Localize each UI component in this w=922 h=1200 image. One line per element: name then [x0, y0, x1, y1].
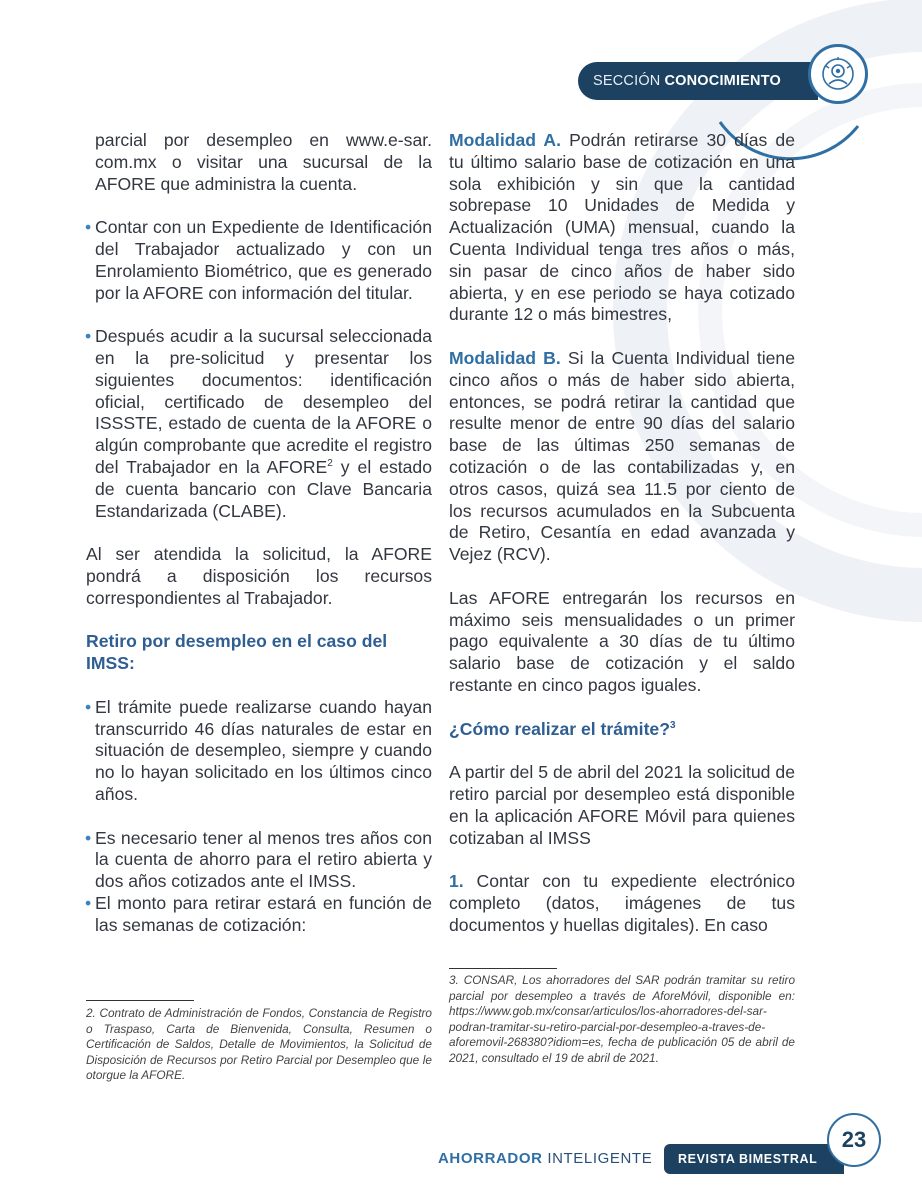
bullet-icon: • [85, 827, 92, 848]
list-item [86, 697, 432, 806]
paragraph-modalidad-a [449, 130, 795, 326]
rocket-mascot-icon [808, 44, 868, 104]
right-column [449, 130, 795, 958]
list-item-text: El trámite puede realizarse cuando hayan transcurrido 46 días naturales de estar en situación de desempleo, siempre y cuando no lo hayan solicitado en los últimos cinco años. [95, 696, 432, 804]
section-heading [449, 719, 795, 741]
step-text: Contar con tu expediente electrónico completo (datos, imágenes de tus documentos y huellas digitales). En caso [449, 871, 795, 935]
section-label-bold: CONOCIMIENTO [664, 73, 781, 89]
left-column [86, 130, 432, 958]
footnote-divider [86, 1000, 194, 1001]
bullet-icon: • [85, 696, 92, 717]
heading-text: ¿Cómo realizar el trámite? [449, 718, 670, 739]
paragraph-continuation: parcial por desempleo en www.e-sar. com.mx o visitar una sucursal de la AFORE que administra la cuenta. [95, 130, 432, 194]
section-badge [578, 62, 818, 100]
paragraph: A partir del 5 de abril del 2021 la solicitud de retiro parcial por desempleo está disponible en la aplicación AFORE Móvil para quienes cotizaban al IMSS [449, 762, 795, 848]
modalidad-b-text: Si la Cuenta Individual tiene cinco años o más de haber sido abierta, entonces, se podrá retirar la cantidad que resulte menor de entre 90 días del salario base de las últimas 250 semanas de cotización o de las contabilizadas y, en otros casos, quizá sea 11.5 por ciento de los recursos acumulados en la Subcuenta de Retiro, Cesantía en edad avanzada y Vejez (RCV). [449, 347, 795, 565]
list-item [86, 893, 432, 937]
footnote-2: 2. Contrato de Administración de Fondos, Constancia de Registro o Traspaso, Carta de Bienvenida, Consulta, Resumen o Certificación de Saldos, Detalle de Movimientos, la Solicitud de Disposición de Recursos por Retiro Parcial por Desempleo que le otorgue la AFORE. [86, 1006, 432, 1083]
bullet-icon: • [85, 217, 92, 238]
list-item-text: El monto para retirar estará en función de las semanas de cotización: [95, 892, 432, 935]
magazine-brand [438, 1150, 652, 1167]
footnote-ref: 3 [669, 719, 676, 731]
paragraph: Al ser atendida la solicitud, la AFORE pondrá a disposición los recursos correspondientes al Trabajador. [86, 544, 432, 608]
list-item [86, 217, 432, 304]
step-number: 1. [449, 871, 464, 892]
revista-badge: REVISTA BIMESTRAL [664, 1144, 844, 1174]
section-label-light: SECCIÓN [593, 73, 661, 89]
section-heading: Retiro por desempleo en el caso del IMSS: [86, 631, 388, 674]
list-item [86, 326, 432, 522]
modalidad-a-text: Podrán retirarse 30 días de tu último salario base de cotización en una sola exhibición y sin que la cantidad sobrepase 10 Unidades de Medida y Actualización (UMA) mensual, cuando la Cuenta Individual tenga tres años o más, sin pasar de cinco años de haber sido abierta, y en ese periodo se haya cotizado durante 12 o más bimestres, [449, 130, 795, 325]
paragraph-modalidad-b [449, 348, 795, 566]
footnote-ref: 2 [327, 458, 333, 470]
modalidad-b-label: Modalidad B. [449, 347, 561, 368]
page-number: 23 [827, 1113, 881, 1167]
brand-bold: AHORRADOR [438, 1150, 543, 1167]
list-item-text: Después acudir a la sucursal seleccionada en la pre-solicitud y presentar los siguientes documentos: identificación oficial, certificado de desempleo del ISSSTE, estado de cuenta de la AFORE o algún comprobante que acredite el registro del Trabajador en la AFORE [95, 326, 432, 477]
paragraph-step-1 [449, 871, 795, 936]
paragraph: Las AFORE entregarán los recursos en máximo seis mensualidades o un primer pago equivalente a 30 días de tu último salario base de cotización y el saldo restante en cinco pagos iguales. [449, 587, 795, 695]
list-item [86, 828, 432, 893]
list-item-text: Contar con un Expediente de Identificación del Trabajador actualizado y con un Enrolamiento Biométrico, que es generado por la AFORE con información del titular. [95, 217, 432, 303]
footnote-3: 3. CONSAR, Los ahorradores del SAR podrán tramitar su retiro parcial por desempleo a través de AforeMóvil, disponible en: https://www.gob.mx/consar/articulos/los-ahorradores-del-sar-podran-tramitar-su-retiro-parcial-por-desempleo-a-traves-de-aforemovil-268380?idiom=es, fecha de publicación 05 de abril de 2021, consultado el 19 de abril de 2021. [449, 973, 795, 1065]
footnote-divider [449, 968, 557, 969]
bullet-icon: • [85, 326, 92, 347]
list-item-text: y el estado de cuenta bancario con Clave Bancaria Estandarizada (CLABE). [95, 456, 432, 521]
list-item-text: Es necesario tener al menos tres años con la cuenta de ahorro para el retiro abierta y dos años cotizados ante el IMSS. [95, 827, 432, 892]
modalidad-a-label: Modalidad A. [449, 130, 561, 150]
bullet-icon: • [85, 892, 92, 913]
brand-normal: INTELIGENTE [542, 1150, 653, 1167]
